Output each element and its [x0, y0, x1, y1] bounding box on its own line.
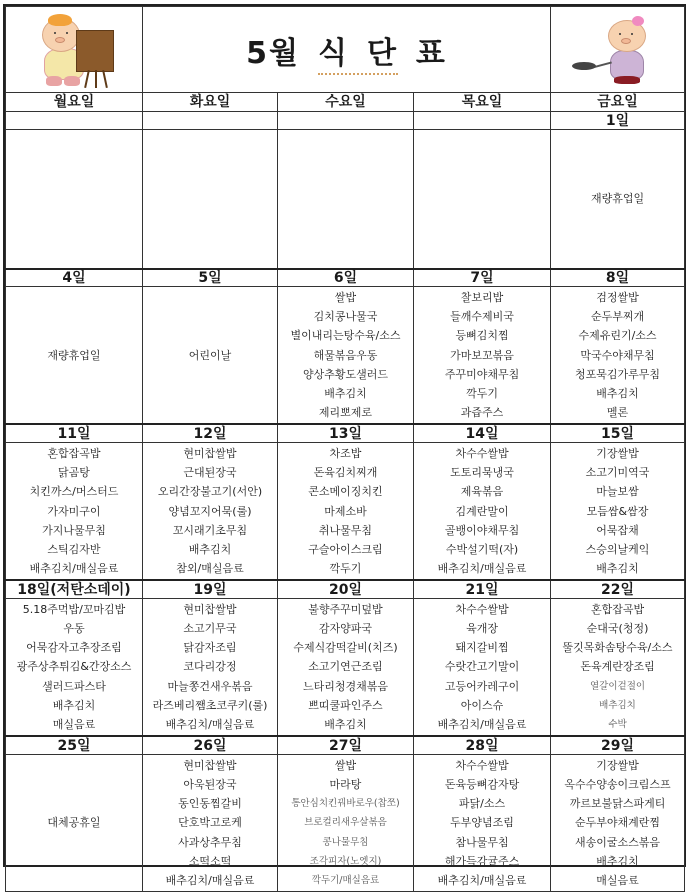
menu-item: 해가득감귤주스	[444, 854, 520, 868]
menu-item: 닭곰탕	[58, 466, 90, 480]
menu-item: 느타리청경채볶음	[302, 679, 388, 693]
menu-item: 해물볶음우동	[313, 348, 378, 362]
menu-item: 멜론	[606, 406, 629, 420]
weekday-mon: 월요일	[6, 93, 143, 112]
menu-item: 순대국(청정)	[586, 622, 649, 636]
menu-row-week-5	[6, 754, 685, 891]
menu-item: 배추김치/매실음료	[437, 873, 527, 887]
menu-row-week-2	[6, 287, 685, 425]
title-word-1: 식	[317, 35, 349, 71]
menu-item: 어묵잡채	[596, 523, 639, 537]
menu-item: 재량휴업일	[47, 348, 101, 362]
menu-item: 매실음료	[596, 873, 639, 887]
menu-item: 사과상추무침	[178, 835, 242, 849]
menu-cell-wed	[278, 754, 414, 891]
date-cell-wed	[278, 112, 414, 130]
date-cell-tue: 19일	[143, 580, 278, 598]
title-row	[6, 7, 685, 93]
menu-item: 닭감자조림	[183, 641, 237, 655]
menu-cell-tue	[143, 754, 278, 891]
date-cell-wed: 20일	[278, 580, 414, 598]
date-cell-mon	[6, 112, 143, 130]
menu-item: 배추김치/매실음료	[437, 718, 527, 732]
menu-item: 샐러드파스타	[42, 679, 106, 693]
menu-item: 쁘띠쿨파인주스	[308, 698, 383, 712]
menu-cell-mon	[6, 442, 143, 580]
menu-item: 양상추황도샐러드	[302, 367, 388, 381]
menu-item: 파닭/소스	[458, 797, 506, 811]
menu-item: 별이내리는탕수육/소스	[290, 329, 401, 343]
menu-item: 순두부찌개	[590, 310, 645, 324]
date-cell-fri: 8일	[551, 269, 685, 287]
menu-item: 등뼈김치찜	[455, 329, 509, 343]
menu-item: 수제유린기/소스	[578, 329, 657, 343]
menu-item: 꼬시래기초무침	[172, 523, 248, 537]
date-row-week-5	[6, 736, 685, 754]
menu-item: 소고기미역국	[585, 466, 650, 480]
menu-item: 혼합잡곡밥	[590, 602, 645, 616]
menu-item: 배추김치	[599, 699, 636, 711]
menu-item: 돈육김치찌개	[313, 466, 378, 480]
menu-item: 현미찹쌀밥	[183, 602, 237, 616]
menu-item: 소고기연근조림	[308, 660, 383, 674]
menu-item: 참외/매실음료	[176, 562, 244, 576]
date-cell-thu: 7일	[414, 269, 551, 287]
date-row-week-3	[6, 424, 685, 442]
date-cell-mon: 25일	[6, 736, 143, 754]
menu-item: 코다리강정	[183, 660, 237, 674]
menu-cell-tue	[143, 130, 278, 269]
menu-cell-wed	[278, 442, 414, 580]
weekday-wed: 수요일	[278, 93, 414, 112]
menu-item: 광주상추튀김&간장소스	[16, 660, 132, 674]
menu-item: 고등어카레구이	[444, 679, 520, 693]
menu-cell-mon	[6, 130, 143, 269]
menu-item: 제육볶음	[460, 485, 504, 499]
date-cell-fri: 1일	[551, 112, 685, 130]
menu-item: 새송이굴소스볶음	[575, 835, 661, 849]
menu-item: 차수수쌀밥	[455, 602, 509, 616]
date-cell-fri: 29일	[551, 736, 685, 754]
menu-item: 배추김치	[52, 698, 96, 712]
menu-item: 현미찹쌀밥	[183, 446, 237, 460]
menu-cell-fri	[551, 442, 685, 580]
menu-cell-fri	[551, 598, 685, 736]
menu-row-week-1	[6, 130, 685, 269]
menu-cell-mon	[6, 287, 143, 425]
menu-row-week-4	[6, 598, 685, 736]
menu-item: 마늘보쌈	[596, 485, 639, 499]
menu-item: 구슬아이스크림	[308, 542, 383, 556]
menu-item: 옥수수양송이크림스프	[564, 777, 671, 791]
menu-item: 차수수쌀밥	[455, 446, 509, 460]
title-cell	[143, 7, 551, 93]
date-cell-mon: 4일	[6, 269, 143, 287]
menu-item: 청포묵김가루무침	[575, 367, 661, 381]
pig-painter-illustration	[14, 10, 134, 90]
menu-item: 배추김치	[596, 387, 639, 401]
menu-cell-thu	[414, 130, 551, 269]
menu-item: 육개장	[466, 622, 498, 636]
menu-item: 뚤깃목화솜탕수육/소스	[562, 641, 673, 655]
menu-item: 김치콩나물국	[313, 310, 378, 324]
menu-cell-thu	[414, 442, 551, 580]
pig-cook-illustration	[558, 10, 678, 90]
menu-item: 현미찹쌀밥	[183, 758, 237, 772]
menu-item: 돈육등뼈감자탕	[444, 777, 520, 791]
menu-item: 배추김치/매실음료	[437, 562, 527, 576]
menu-item: 재량휴업일	[590, 192, 645, 206]
menu-item: 어린이날	[188, 348, 232, 362]
menu-item: 양념꼬지어묵(룰)	[168, 504, 252, 518]
menu-item: 조각피자(노엣지)	[309, 855, 382, 867]
menu-item: 통안심치킨꿔바로우(찹쪼)	[291, 798, 400, 810]
date-row-week-4	[6, 580, 685, 598]
menu-cell-thu	[414, 754, 551, 891]
menu-item: 참나물무침	[455, 835, 509, 849]
menu-item: 아욱된장국	[183, 777, 237, 791]
menu-item: 두부양념조림	[450, 816, 514, 830]
menu-cell-tue	[143, 287, 278, 425]
menu-item: 쌀밥	[334, 758, 357, 772]
left-illustration-cell	[6, 7, 143, 93]
menu-item: 깍두기/매실음료	[311, 874, 380, 886]
date-cell-fri: 15일	[551, 424, 685, 442]
menu-item: 들깨수제비국	[450, 310, 514, 324]
menu-cell-fri	[551, 754, 685, 891]
menu-item: 가마보꼬볶음	[450, 348, 514, 362]
weekday-header-row	[6, 93, 685, 112]
menu-item: 대체공휴일	[47, 816, 101, 830]
menu-item: 어묵감자고추장조림	[26, 641, 122, 655]
menu-item: 제리뽀제로	[318, 406, 373, 420]
menu-item: 치킨까스/머스터드	[29, 485, 119, 499]
menu-cell-tue	[143, 598, 278, 736]
menu-item: 돼지갈비찜	[455, 641, 509, 655]
menu-item: 순두부야채계란찜	[575, 816, 661, 830]
title-word-3: 표	[415, 35, 447, 71]
menu-item: 배추김치	[596, 854, 639, 868]
menu-item: 콘소메이징치킨	[308, 485, 383, 499]
menu-item: 매실음료	[52, 718, 96, 732]
meal-plan-table	[5, 6, 685, 892]
menu-item: 배추김치/매실음료	[29, 562, 119, 576]
menu-item: 스틱김자반	[47, 542, 101, 556]
menu-item: 스승의날케익	[585, 542, 650, 556]
menu-row-week-3	[6, 442, 685, 580]
page-title	[246, 28, 447, 72]
menu-item: 가지나물무침	[42, 523, 106, 537]
menu-item: 가자미구이	[47, 504, 101, 518]
menu-cell-thu	[414, 287, 551, 425]
menu-item: 열갈이겉절이	[589, 680, 646, 692]
menu-item: 마제소바	[324, 504, 367, 518]
menu-item: 배추김치	[596, 562, 639, 576]
menu-item: 쌀밥	[334, 291, 357, 304]
menu-item: 근대된장국	[183, 466, 237, 480]
menu-item: 기장쌀밥	[596, 758, 639, 772]
menu-item: 차조밥	[329, 446, 362, 460]
menu-item: 모듬쌈&쌈장	[586, 504, 649, 518]
date-row-week-2	[6, 269, 685, 287]
weekday-tue: 화요일	[143, 93, 278, 112]
menu-item: 브로컬리새우살볶음	[304, 817, 387, 829]
menu-item: 수제식감떡갈비(치즈)	[293, 641, 398, 655]
menu-cell-fri	[551, 287, 685, 425]
menu-item: 골뱅이야채무침	[444, 523, 520, 537]
menu-cell-thu	[414, 598, 551, 736]
menu-item: 배추김치	[324, 718, 367, 732]
date-row-week-1	[6, 112, 685, 130]
date-cell-wed: 13일	[278, 424, 414, 442]
menu-item: 혼합잡곡밥	[47, 446, 101, 460]
menu-cell-mon	[6, 598, 143, 736]
menu-item: 깍두기	[329, 562, 362, 576]
menu-cell-wed	[278, 130, 414, 269]
title-word-2: 단	[366, 35, 398, 71]
date-cell-thu: 14일	[414, 424, 551, 442]
menu-item: 차수수쌀밥	[455, 758, 509, 772]
menu-item: 마라탕	[329, 777, 362, 791]
date-cell-tue	[143, 112, 278, 130]
menu-item: 검정쌀밥	[596, 291, 639, 304]
menu-item: 깍두기	[466, 387, 498, 401]
menu-item: 우동	[63, 622, 85, 636]
date-cell-thu: 21일	[414, 580, 551, 598]
date-cell-tue: 12일	[143, 424, 278, 442]
title-month: 5월	[246, 35, 300, 71]
menu-item: 찰보리밥	[460, 291, 504, 304]
date-cell-tue: 5일	[143, 269, 278, 287]
menu-item: 수박설기떡(자)	[445, 542, 519, 556]
right-illustration-cell	[551, 7, 685, 93]
menu-item: 감자양파국	[318, 622, 373, 636]
weekday-thu: 목요일	[414, 93, 551, 112]
menu-cell-wed	[278, 598, 414, 736]
date-cell-thu	[414, 112, 551, 130]
menu-item: 취나물무침	[318, 523, 373, 537]
menu-item: 수박	[608, 719, 627, 731]
menu-item: 돈육계란장조림	[580, 660, 655, 674]
menu-item: 과즙주스	[460, 406, 504, 420]
menu-item: 김계란말이	[455, 504, 509, 518]
weekday-fri: 금요일	[551, 93, 685, 112]
menu-item: 배추김치/매실음료	[165, 873, 255, 887]
menu-item: 동인동찜갈비	[178, 797, 242, 811]
menu-cell-mon	[6, 754, 143, 891]
menu-item: 기장쌀밥	[596, 446, 639, 460]
menu-item: 수랏간고기말이	[444, 660, 520, 674]
date-cell-thu: 28일	[414, 736, 551, 754]
meal-plan-sheet	[3, 4, 686, 887]
menu-item: 오리간장불고기(서안)	[157, 485, 263, 499]
date-cell-mon: 18일(저탄소데이)	[6, 580, 143, 598]
menu-item: 배추김치	[188, 542, 232, 556]
menu-cell-wed	[278, 287, 414, 425]
menu-item: 콩나물무침	[322, 836, 369, 848]
menu-item: 소떡소떡	[188, 854, 232, 868]
menu-item: 주꾸미야채무침	[444, 367, 520, 381]
menu-item: 소고기무국	[183, 622, 237, 636]
menu-item: 아이스슈	[460, 698, 504, 712]
menu-cell-tue	[143, 442, 278, 580]
menu-item: 까르보불닭스파게티	[569, 797, 666, 811]
menu-item: 단호박고로케	[178, 816, 242, 830]
menu-item: 불향주꾸미덮밥	[308, 602, 383, 616]
menu-item: 배추김치	[324, 387, 367, 401]
menu-item: 라즈베리쨈초코쿠키(룰)	[152, 698, 268, 712]
date-cell-tue: 26일	[143, 736, 278, 754]
menu-item: 배추김치/매실음료	[165, 718, 255, 732]
menu-cell-fri	[551, 130, 685, 269]
menu-item: 도토리묵냉국	[450, 466, 514, 480]
date-cell-mon: 11일	[6, 424, 143, 442]
date-cell-fri: 22일	[551, 580, 685, 598]
menu-item: 5.18주먹밥/꼬마김밥	[22, 602, 126, 616]
date-cell-wed: 6일	[278, 269, 414, 287]
menu-item: 마늘쫑건새우볶음	[167, 679, 253, 693]
menu-item: 막국수야채무침	[580, 348, 655, 362]
date-cell-wed: 27일	[278, 736, 414, 754]
